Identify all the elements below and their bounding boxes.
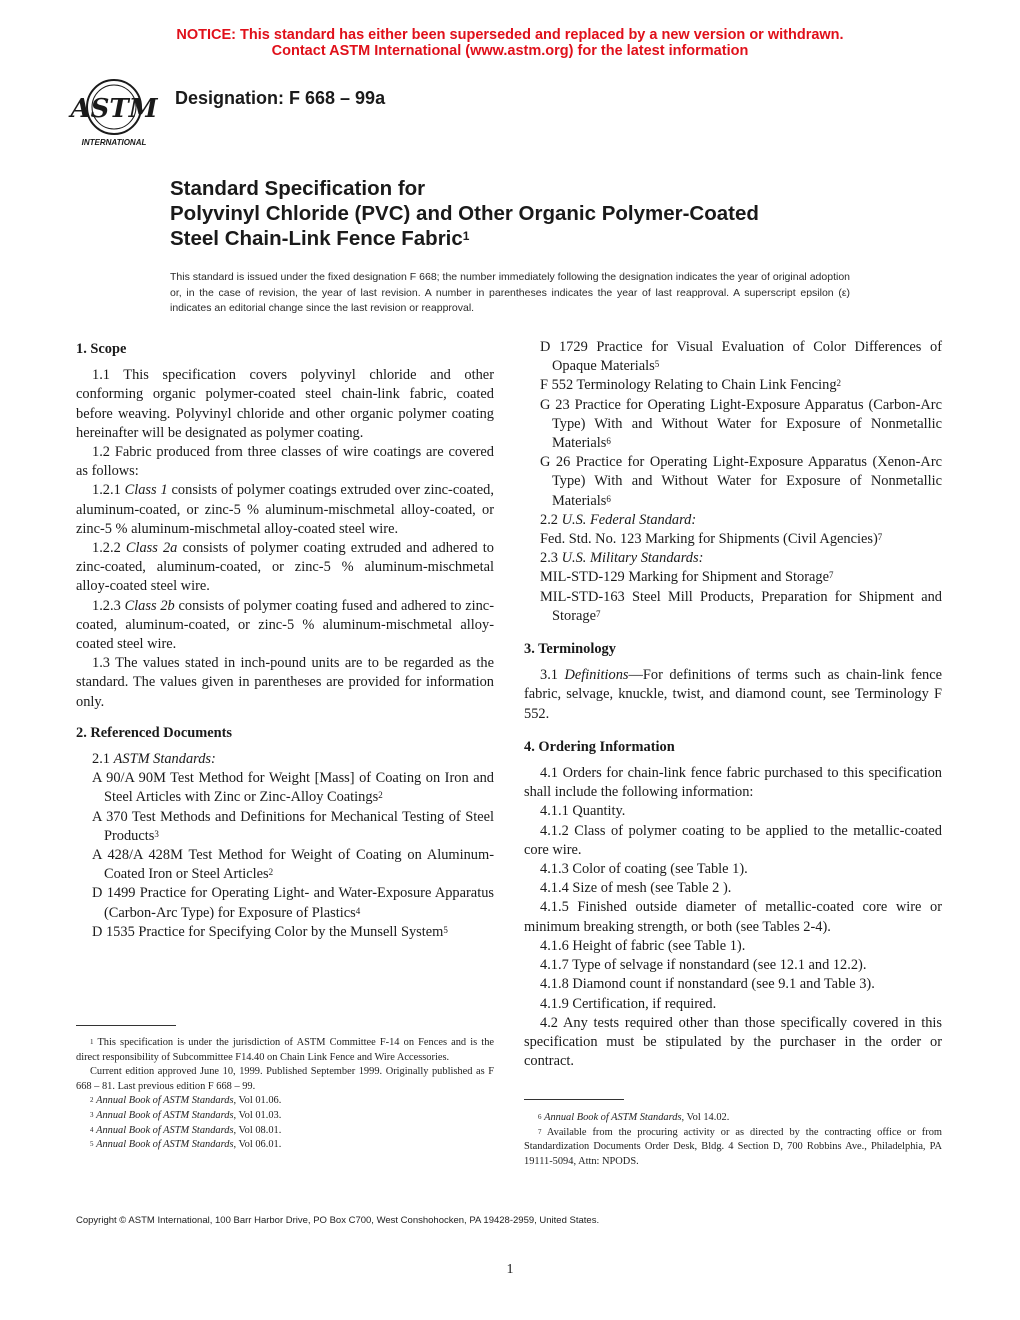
order-item: 4.1.2 Class of polymer coating to be applied to the metallic-coated core wire. [524, 822, 942, 858]
footnote-1: $^1$ This specification is under the jurisdiction of ASTM Committee F-14 on Fences and is the direct responsibility of Subcommittee F14.40 on Chain Link Fence and Wire Accessories. [76, 1037, 494, 1063]
footnote-5: $^5$ Annual Book of ASTM Standards, Vol 06.01. [90, 1139, 282, 1151]
issued-note: This standard is issued under the fixed designation F 668; the number immediately following the designation indicates the year of original adoption or, in the case of revision, the year of last revision. A number in parentheses indicates the year of last reapproval. A superscript epsilon (ε) indicates an editorial change since the last revision or reapproval. [170, 271, 850, 314]
refdocs-heading: 2. Referenced Documents [76, 724, 232, 741]
paragraph-3-1: 3.1 Definitions—For definitions of terms such as chain-link fence fabric, selvage, knuckle, twist, and diamond count, see Terminology F 552. [524, 667, 942, 722]
paragraph-4-1: 4.1 Orders for chain-link fence fabric purchased to this specification shall include the following information: [524, 765, 942, 801]
paragraph-1-2-2: 1.2.2 Class 2a consists of polymer coating extruded and adhered to zinc-coated, aluminum-coated, or zinc-5 % aluminum-mischmetal alloy-coated steel wire. [76, 540, 494, 595]
title-line-3: Steel Chain-Link Fence Fabric$^1$ [170, 227, 470, 250]
order-item: 4.1.3 Color of coating (see Table 1). [540, 861, 748, 878]
footnote-7: $^7$ Available from the procuring activity or as directed by the contracting office or from Standardization Documents Order Desk, Bldg. 4 Section D, 700 Robbins Ave., Philadelphia, PA 19111-5094, Attn: NPODS. [524, 1126, 942, 1167]
footnote-rule-right [524, 1099, 624, 1100]
order-item: 4.1.6 Height of fabric (see Table 1). [540, 937, 746, 954]
footnotes-left [76, 1036, 494, 1153]
footnote-2: $^2$ Annual Book of ASTM Standards, Vol 01.06. [90, 1095, 282, 1107]
footnote-3: $^3$ Annual Book of ASTM Standards, Vol 01.03. [90, 1109, 282, 1121]
paragraph-4-2: 4.2 Any tests required other than those specifically covered in this specification must be stipulated by the purchaser in the order or contract. [524, 1014, 942, 1070]
ref-item: D 1729 Practice for Visual Evaluation of Color Differences of Opaque Materials$^5$ [540, 339, 942, 375]
order-item: 4.1.9 Certification, if required. [540, 995, 717, 1012]
footnote-1b: Current edition approved June 10, 1999. Published September 1999. Originally published as F 668 – 81. Last previous edition F 668 – 99. [76, 1066, 494, 1092]
paragraph-2-3: 2.3 U.S. Military Standards: [540, 550, 704, 567]
mil-std-item: MIL-STD-163 Steel Mill Products, Preparation for Shipment and Storage$^7$ [540, 588, 942, 624]
logo-mark: ASTM [70, 94, 158, 124]
ref-item: D 1499 Practice for Operating Light- and Water-Exposure Apparatus (Carbon-Arc Type) for Exposure of Plastics$^4$ [92, 885, 494, 921]
order-item: 4.1.7 Type of selvage if nonstandard (see 12.1 and 12.2). [540, 957, 867, 974]
fed-std-item: Fed. Std. No. 123 Marking for Shipments (Civil Agencies)$^7$ [540, 531, 883, 548]
notice-line-1: NOTICE: This standard has either been superseded and replaced by a new version or withdrawn. [176, 27, 844, 43]
scope-heading: 1. Scope [76, 341, 127, 357]
astm-logo [64, 74, 164, 148]
footnote-rule-left [76, 1025, 176, 1026]
terminology-heading: 3. Terminology [524, 641, 616, 658]
paragraph-1-3: 1.3 The values stated in inch-pound units are to be regarded as the standard. The values given in parentheses are provided for information only. [76, 655, 494, 710]
order-item: 4.1.1 Quantity. [540, 803, 626, 820]
ref-item: G 26 Practice for Operating Light-Exposure Apparatus (Xenon-Arc Type) With and Without Water for Exposure of Nonmetallic Materials$^6$ [540, 454, 942, 509]
paragraph-1-2: 1.2 Fabric produced from three classes of wire coatings are covered as follows: [76, 444, 494, 480]
ref-item: A 428/A 428M Test Method for Weight of Coating on Aluminum-Coated Iron or Steel Articles$^2$ [92, 847, 494, 883]
ref-item: G 23 Practice for Operating Light-Exposure Apparatus (Carbon-Arc Type) With and Without Water for Exposure of Nonmetallic Materials$^6$ [540, 396, 942, 452]
ref-item: A 370 Test Methods and Definitions for Mechanical Testing of Steel Products$^3$ [92, 808, 494, 844]
ordering-heading: 4. Ordering Information [524, 738, 675, 755]
footnotes-right [524, 1111, 942, 1169]
astm-logo-icon [64, 74, 164, 148]
left-column [76, 328, 494, 942]
logo-caption: INTERNATIONAL [81, 138, 147, 147]
page-number: 1 [506, 1262, 514, 1277]
page-title [170, 176, 890, 251]
title-line-1: Standard Specification for [170, 177, 426, 200]
ref-item: F 552 Terminology Relating to Chain Link Fencing$^2$ [540, 377, 842, 394]
paragraph-2-1: 2.1 ASTM Standards: [92, 751, 216, 768]
order-item: 4.1.4 Size of mesh (see Table 2 ). [540, 880, 732, 897]
footnote-4: $^4$ Annual Book of ASTM Standards, Vol 08.01. [90, 1124, 282, 1136]
ref-item: A 90/A 90M Test Method for Weight [Mass] of Coating on Iron and Steel Articles with Zinc or Zinc-Alloy Coatings$^2$ [92, 770, 494, 806]
mil-std-item: MIL-STD-129 Marking for Shipment and Storage$^7$ [540, 569, 834, 586]
title-line-2: Polyvinyl Chloride (PVC) and Other Organic Polymer-Coated [170, 202, 759, 225]
notice-line-2: Contact ASTM International (www.astm.org) for the latest information [271, 43, 749, 59]
paragraph-1-1: 1.1 This specification covers polyvinyl chloride and other conforming organic polymer-coated steel chain-link fabric, coated before weaving. Polyvinyl chloride and other organic polymer coating hereinafter will be designated as polymer coating. [76, 367, 494, 441]
paragraph-1-2-1: 1.2.1 Class 1 consists of polymer coatings extruded over zinc-coated, aluminum-coated, or zinc-5 % aluminum-mischmetal alloy-coated, or zinc-5 % aluminum-mischmetal alloy-coated steel wire. [76, 482, 494, 537]
copyright: Copyright © ASTM International, 100 Barr Harbor Drive, PO Box C700, West Conshohocken, PA 19428-2959, United States. [76, 1215, 600, 1226]
order-item: 4.1.5 Finished outside diameter of metallic-coated core wire or minimum breaking strength, or both (see Tables 2-4). [524, 899, 942, 935]
footnote-6: $^6$ Annual Book of ASTM Standards, Vol 14.02. [538, 1112, 730, 1123]
paragraph-2-2: 2.2 U.S. Federal Standard: [540, 511, 697, 528]
ref-item: D 1535 Practice for Specifying Color by the Munsell System$^5$ [92, 923, 448, 940]
designation: Designation: F 668 – 99a [175, 88, 386, 108]
order-item: 4.1.8 Diamond count if nonstandard (see 9.1 and Table 3). [540, 976, 875, 993]
right-column [524, 338, 942, 1071]
paragraph-1-2-3: 1.2.3 Class 2b consists of polymer coating fused and adhered to zinc-coated, aluminum-coated, or zinc-5 % aluminum-mischmetal alloy-coated steel wire. [76, 597, 494, 653]
